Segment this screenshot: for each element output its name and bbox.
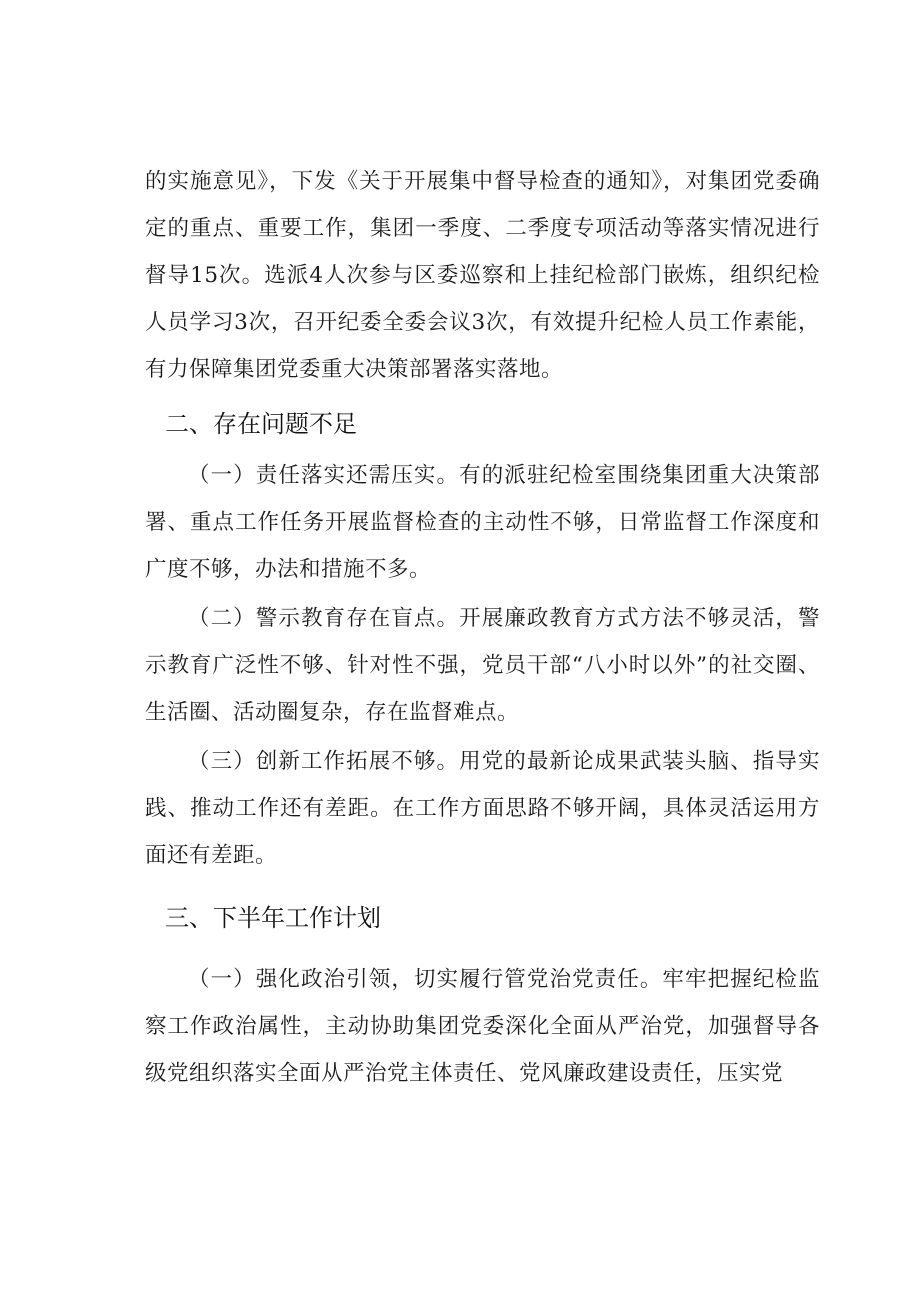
section-heading-plan: 三、下半年工作计划 bbox=[165, 904, 381, 932]
section-heading-problems: 二、存在问题不足 bbox=[165, 410, 357, 438]
paragraph-problem-1: （一）责任落实还需压实。有的派驻纪检室围绕集团重大决策部署、重点工作任务开展监督检查的主动性不够，日常监督工作深度和广度不够，办法和措施不多。 bbox=[145, 463, 820, 582]
paragraph-plan-1: （一）强化政治引领，切实履行管党治党责任。牢牢把握纪检监察工作政治属性，主动协助集团党委深化全面从严治党，加强督导各级党组织落实全面从严治党主体责任、党风廉政建设责任，压实党 bbox=[145, 967, 820, 1086]
paragraph-problem-2: （二）警示教育存在盲点。开展廉政教育方式方法不够灵活，警示教育广泛性不够、针对性不强，党员干部“八小时以外”的社交圈、生活圈、活动圈复杂，存在监督难点。 bbox=[145, 606, 820, 725]
paragraph-implementation-summary: 的实施意见》，下发《关于开展集中督导检查的通知》，对集团党委确定的重点、重要工作，集团一季度、二季度专项活动等落实情况进行督导15次。选派4人次参与区委巡察和上挂纪检部门嵌炼，组织纪检人员学习3次，召开纪委全委会议3次，有效提升纪检人员工作素能，有力保障集团党委重大决策部署落实落地。 bbox=[145, 169, 820, 382]
paragraph-problem-3: （三）创新工作拓展不够。用党的最新论成果武装头脑、指导实践、推动工作还有差距。在工作方面思路不够开阔，具体灵活运用方面还有差距。 bbox=[145, 749, 820, 868]
